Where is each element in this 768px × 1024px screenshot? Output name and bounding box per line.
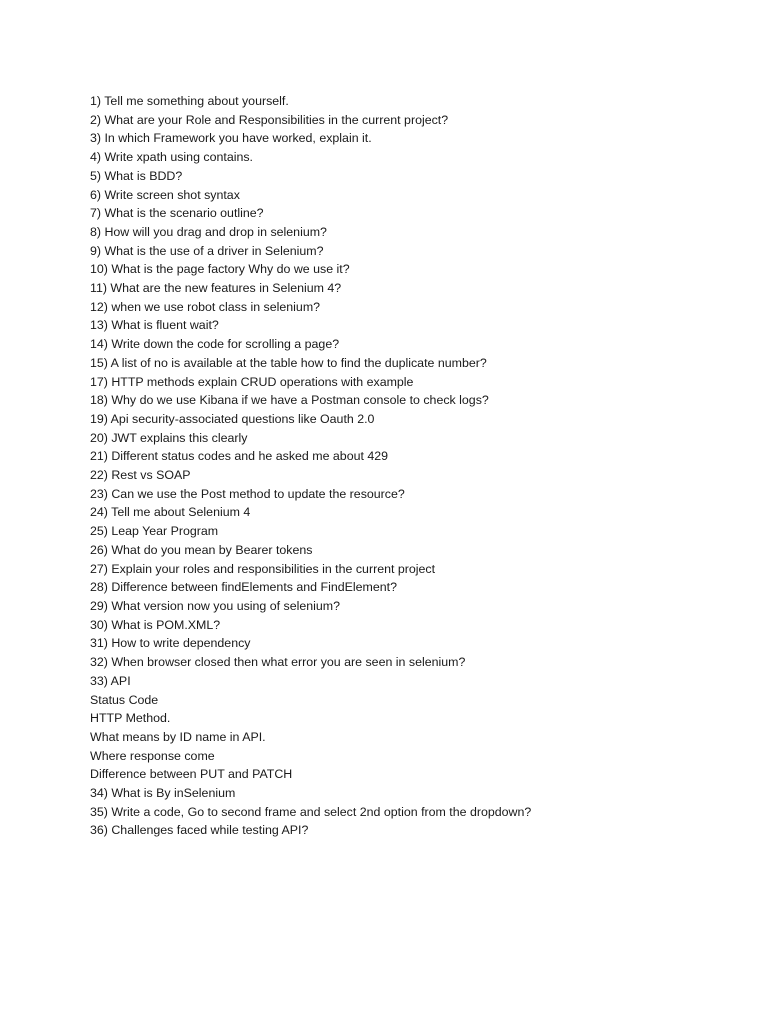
question-line: 13) What is fluent wait?: [90, 318, 219, 333]
question-line: 36) Challenges faced while testing API?: [90, 823, 309, 838]
question-line: HTTP Method.: [90, 711, 171, 726]
question-line: 18) Why do we use Kibana if we have a Postman console to check logs?: [90, 393, 489, 408]
question-line: 29) What version now you using of selenium?: [90, 598, 341, 613]
question-line: 20) JWT explains this clearly: [90, 430, 248, 445]
question-line: 9) What is the use of a driver in Selenium?: [90, 243, 324, 258]
question-line: 11) What are the new features in Selenium 4?: [90, 281, 342, 296]
question-line: 6) Write screen shot syntax: [90, 187, 240, 202]
question-line: 25) Leap Year Program: [90, 524, 219, 539]
question-line: 2) What are your Role and Responsibilities in the current project?: [90, 112, 449, 127]
question-line: Where response come: [90, 748, 215, 763]
question-line: 10) What is the page factory Why do we use it?: [90, 262, 350, 277]
question-line: 19) Api security-associated questions like Oauth 2.0: [90, 411, 375, 426]
question-line: 27) Explain your roles and responsibilities in the current project: [90, 561, 436, 576]
question-line: 4) Write xpath using contains.: [90, 150, 253, 165]
question-line: 30) What is POM.XML?: [90, 617, 221, 632]
question-line: 31) How to write dependency: [90, 636, 251, 651]
question-line: 1) Tell me something about yourself.: [90, 94, 289, 108]
question-line: 14) Write down the code for scrolling a page?: [90, 337, 340, 352]
question-line: 26) What do you mean by Bearer tokens: [90, 542, 313, 557]
interview-question-list: [90, 92, 750, 840]
question-line: 12) when we use robot class in selenium?: [90, 299, 321, 314]
question-line: What means by ID name in API.: [90, 729, 266, 744]
question-line: 32) When browser closed then what error you are seen in selenium?: [90, 655, 466, 670]
question-line: Difference between PUT and PATCH: [90, 767, 293, 782]
question-line: 35) Write a code, Go to second frame and select 2nd option from the dropdown?: [90, 804, 532, 819]
question-line: 33) API: [90, 673, 131, 688]
question-line: 5) What is BDD?: [90, 168, 183, 183]
question-line: 15) A list of no is available at the table how to find the duplicate number?: [90, 355, 487, 370]
question-line: Status Code: [90, 692, 159, 707]
question-line: 17) HTTP methods explain CRUD operations with example: [90, 374, 414, 389]
question-line: 3) In which Framework you have worked, explain it.: [90, 131, 372, 146]
question-line: 8) How will you drag and drop in selenium?: [90, 224, 327, 239]
question-line: 23) Can we use the Post method to update the resource?: [90, 486, 405, 501]
question-line: 7) What is the scenario outline?: [90, 206, 264, 221]
question-line: 21) Different status codes and he asked me about 429: [90, 449, 389, 464]
question-line: 22) Rest vs SOAP: [90, 468, 191, 483]
question-line: 28) Difference between findElements and FindElement?: [90, 580, 397, 595]
question-line: 24) Tell me about Selenium 4: [90, 505, 251, 520]
question-line: 34) What is By inSelenium: [90, 786, 236, 801]
